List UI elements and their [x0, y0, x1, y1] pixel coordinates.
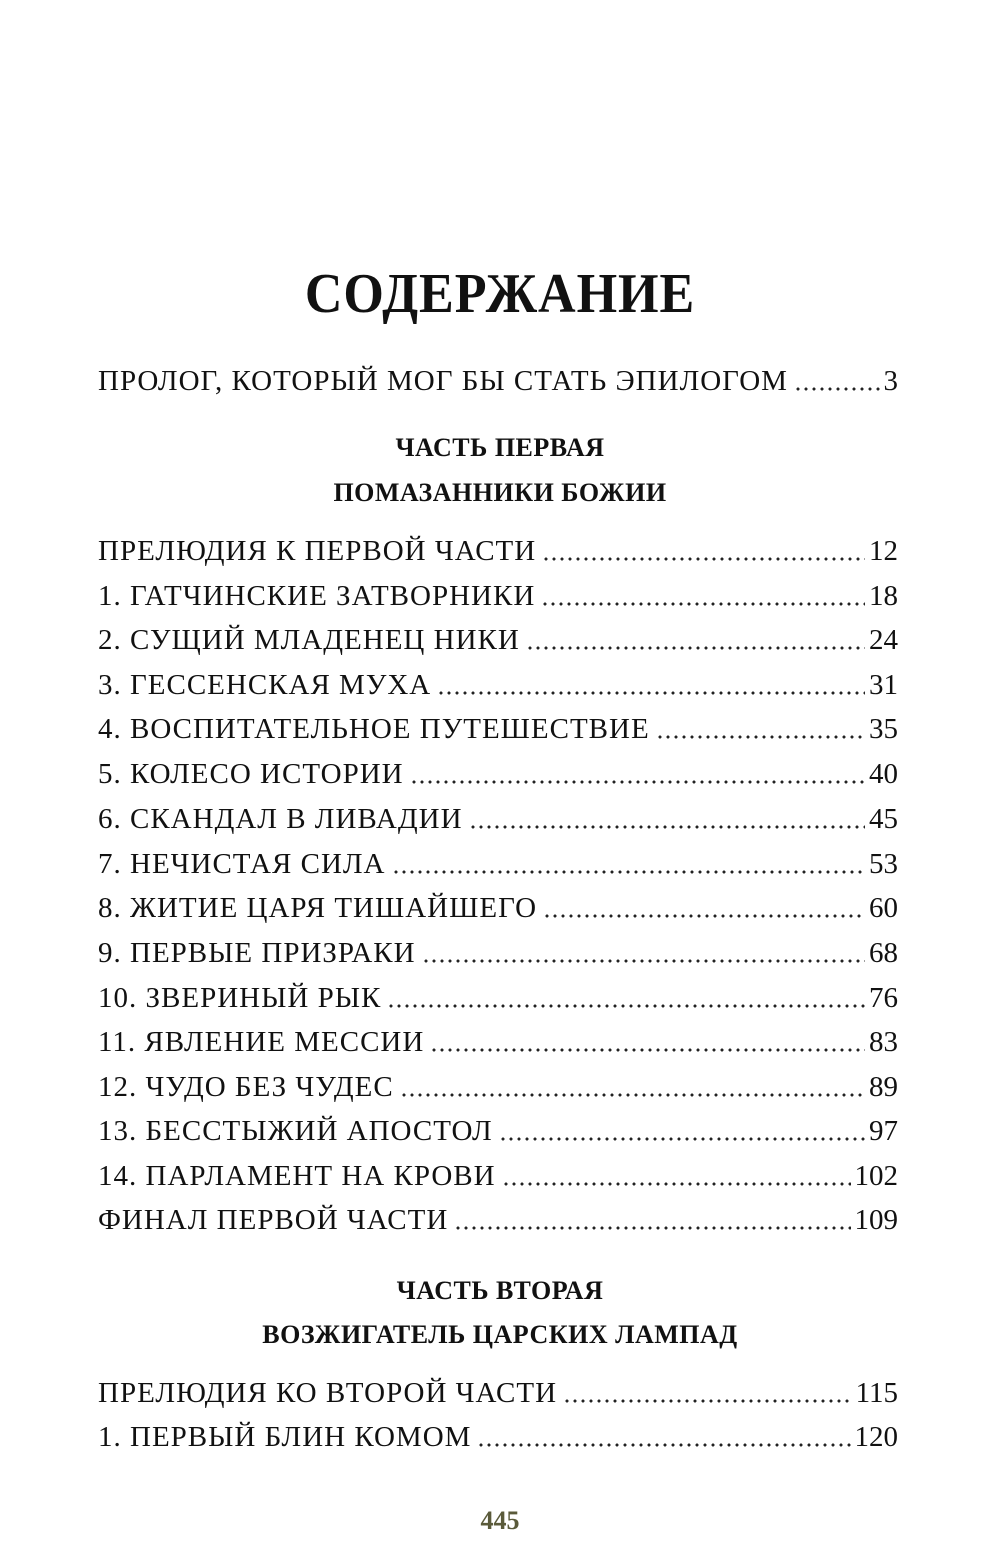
toc-entry-page: 68 [869, 937, 898, 969]
toc-entry-page: 53 [869, 848, 898, 880]
toc-entry[interactable] [98, 1108, 898, 1148]
toc-entry[interactable] [98, 930, 898, 970]
toc-entry[interactable] [98, 1197, 898, 1237]
toc-entry-page: 35 [869, 713, 898, 745]
dot-leader [469, 825, 865, 829]
toc-entry-page: 97 [869, 1115, 898, 1147]
dot-leader [410, 780, 865, 784]
toc-entry-title: 5. КОЛЕСО ИСТОРИИ [98, 758, 404, 790]
toc-entry[interactable] [98, 1064, 898, 1104]
dot-leader [794, 387, 880, 391]
toc-entry-page: 40 [869, 758, 898, 790]
toc-entry-title: 3. ГЕССЕНСКАЯ МУХА [98, 669, 432, 701]
part-one-label: ЧАСТЬ ПЕРВАЯ [395, 433, 605, 462]
toc-entry-title: 12. ЧУДО БЕЗ ЧУДЕС [98, 1071, 394, 1103]
toc-entry-title: ПРЕЛЮДИЯ КО ВТОРОЙ ЧАСТИ [98, 1377, 558, 1409]
dot-leader [430, 1048, 865, 1052]
part-two-label: ЧАСТЬ ВТОРАЯ [396, 1276, 604, 1305]
toc-entry-page: 109 [854, 1204, 898, 1236]
toc-entry[interactable] [98, 528, 898, 568]
toc-entry-page: 76 [869, 982, 898, 1014]
toc-entry[interactable] [98, 885, 898, 925]
toc-entry[interactable] [98, 1414, 898, 1454]
toc-entry[interactable] [98, 975, 898, 1015]
toc-entry[interactable] [98, 1370, 898, 1410]
toc-entry-title: 9. ПЕРВЫЕ ПРИЗРАКИ [98, 937, 416, 969]
toc-entry[interactable] [98, 573, 898, 613]
dot-leader [542, 557, 865, 561]
toc-entry-title: ПРОЛОГ, КОТОРЫЙ МОГ БЫ СТАТЬ ЭПИЛОГОМ [98, 365, 788, 397]
toc-entry-title: 7. НЕЧИСТАЯ СИЛА [98, 848, 386, 880]
page-number: 445 [480, 1506, 520, 1535]
toc-entry-page: 83 [869, 1026, 898, 1058]
dot-leader [541, 602, 865, 606]
toc-entry-page: 115 [855, 1377, 898, 1409]
dot-leader [387, 1004, 865, 1008]
dot-leader [502, 1182, 851, 1186]
toc-entry-title: 2. СУЩИЙ МЛАДЕНЕЦ НИКИ [98, 624, 520, 656]
toc-entry-page: 18 [869, 580, 898, 612]
dot-leader [392, 870, 866, 874]
toc-entry-page: 24 [869, 624, 898, 656]
toc-entry-title: 8. ЖИТИЕ ЦАРЯ ТИШАЙШЕГО [98, 892, 538, 924]
toc-entry-title: 1. ГАТЧИНСКИЕ ЗАТВОРНИКИ [98, 580, 536, 612]
dot-leader [400, 1093, 865, 1097]
toc-entry-title: ФИНАЛ ПЕРВОЙ ЧАСТИ [98, 1204, 449, 1236]
toc-entry[interactable] [98, 1153, 898, 1193]
toc-entry-prologue[interactable] [98, 358, 898, 398]
dot-leader [437, 691, 865, 695]
part-one-name: ПОМАЗАННИКИ БОЖИИ [333, 478, 667, 507]
toc-entry-title: 4. ВОСПИТАТЕЛЬНОЕ ПУТЕШЕСТВИЕ [98, 713, 650, 745]
toc-entry-page: 120 [854, 1421, 898, 1453]
toc-entry[interactable] [98, 706, 898, 746]
dot-leader [477, 1443, 850, 1447]
toc-entry-title: 1. ПЕРВЫЙ БЛИН КОМОМ [98, 1421, 472, 1453]
toc-entry[interactable] [98, 662, 898, 702]
toc-entry-page: 102 [854, 1160, 898, 1192]
toc-entry-page: 45 [869, 803, 898, 835]
dot-leader [422, 959, 865, 963]
toc-entry[interactable] [98, 796, 898, 836]
toc-entry-page: 12 [869, 535, 898, 567]
dot-leader [563, 1399, 852, 1403]
toc-entry-page: 60 [869, 892, 898, 924]
toc-entry-title: 14. ПАРЛАМЕНТ НА КРОВИ [98, 1160, 496, 1192]
toc-entry-page: 3 [883, 365, 898, 397]
part-two-name: ВОЗЖИГАТЕЛЬ ЦАРСКИХ ЛАМПАД [262, 1320, 738, 1349]
dot-leader [499, 1137, 865, 1141]
dot-leader [543, 914, 865, 918]
dot-leader [454, 1226, 850, 1230]
toc-entry-page: 89 [869, 1071, 898, 1103]
toc-entry-page: 31 [869, 669, 898, 701]
toc-entry[interactable] [98, 617, 898, 657]
toc-entry-title: 10. ЗВЕРИНЫЙ РЫК [98, 982, 382, 1014]
toc-entry-title: ПРЕЛЮДИЯ К ПЕРВОЙ ЧАСТИ [98, 535, 537, 567]
toc-entry-title: 13. БЕССТЫЖИЙ АПОСТОЛ [98, 1115, 493, 1147]
dot-leader [526, 646, 865, 650]
toc-entry[interactable] [98, 751, 898, 791]
page-title: СОДЕРЖАНИЕ [304, 263, 696, 325]
dot-leader [656, 735, 865, 739]
toc-entry[interactable] [98, 841, 898, 881]
toc-entry-title: 6. СКАНДАЛ В ЛИВАДИИ [98, 803, 463, 835]
toc-entry-title: 11. ЯВЛЕНИЕ МЕССИИ [98, 1026, 425, 1058]
toc-entry[interactable] [98, 1019, 898, 1059]
